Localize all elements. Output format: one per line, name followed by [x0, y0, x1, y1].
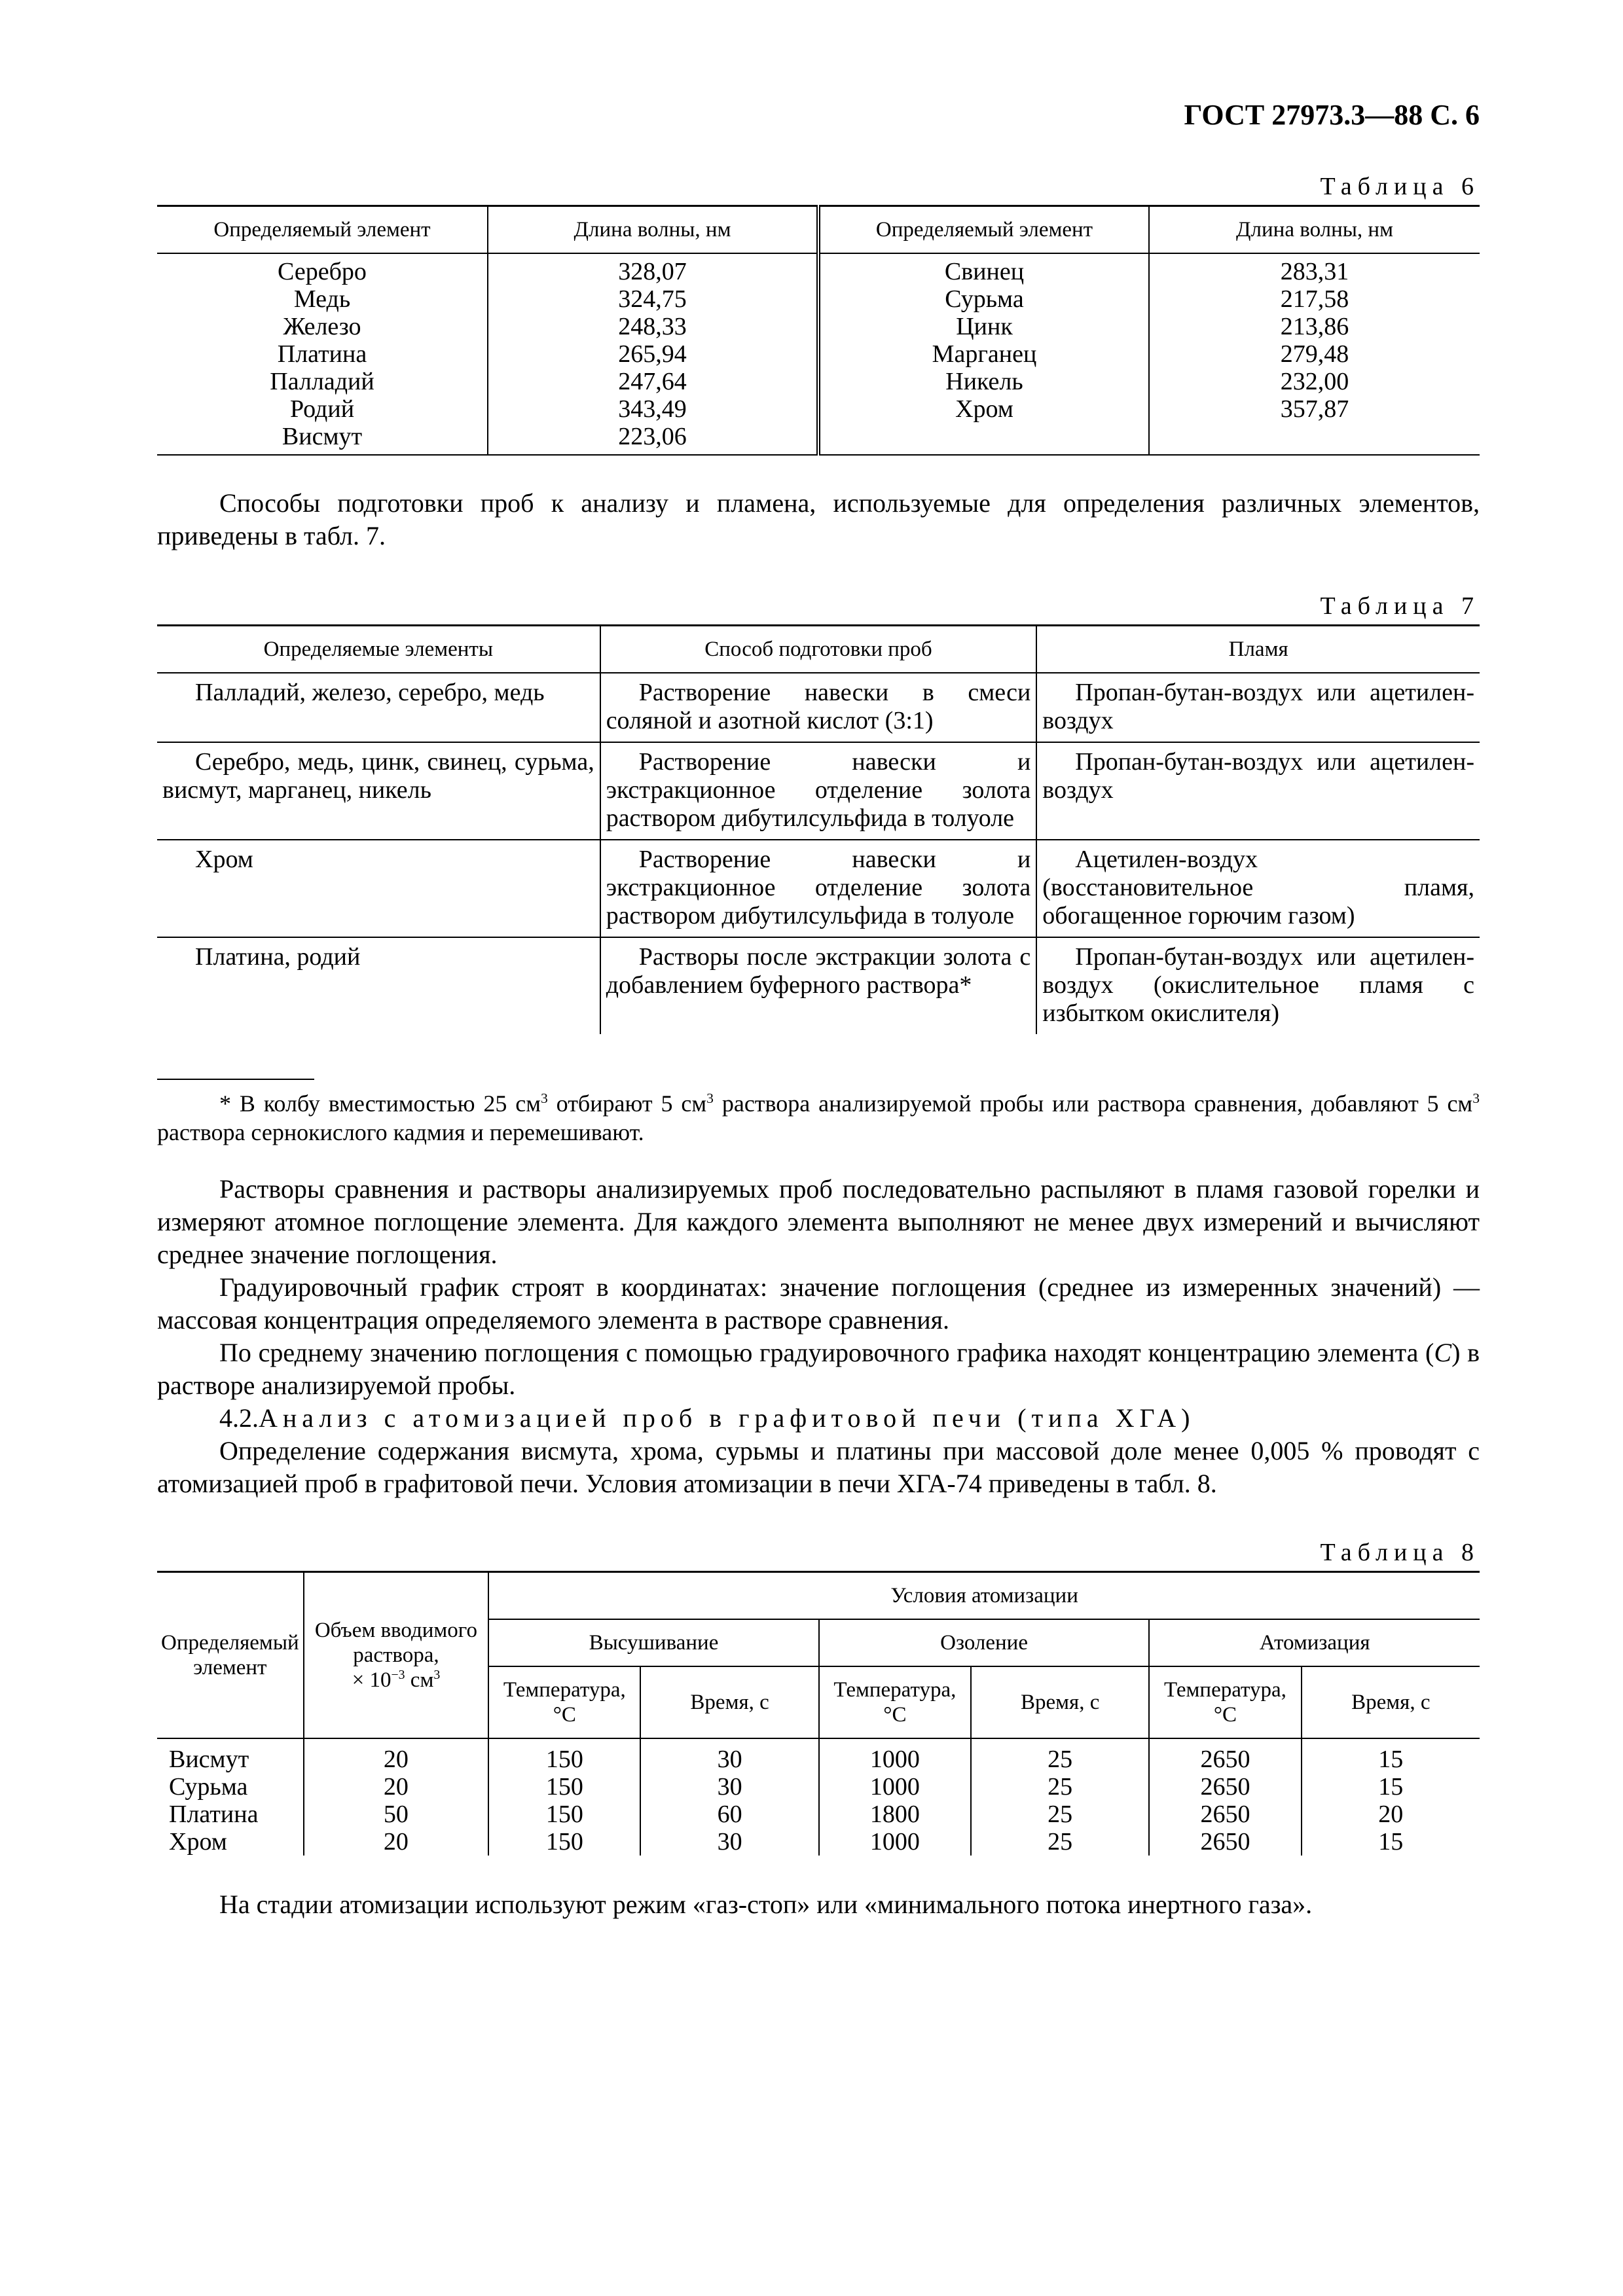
table-cell: Сурьма	[818, 285, 1149, 313]
table-cell: 328,07	[488, 253, 818, 285]
footnote-rule	[157, 1079, 314, 1080]
table-cell: Палладий	[270, 368, 374, 395]
table-cell: 279,48	[1149, 340, 1480, 368]
table8-header-temp: Температура, °С	[819, 1666, 971, 1738]
table7-header: Определяемые элементы	[157, 626, 600, 673]
table8-header-element: Определяемый элемент	[157, 1572, 304, 1739]
section-heading: 4.2.Анализ с атомизацией проб в графитовой печи (типа ХГА)	[219, 1403, 1195, 1433]
table-cell: 265,94	[488, 340, 818, 368]
table-cell: Медь	[293, 285, 351, 313]
table-row	[157, 1738, 1480, 1773]
table-cell: Серебро	[278, 258, 367, 285]
table-7	[157, 624, 1480, 1034]
table-cell: 1800	[819, 1801, 971, 1828]
table-row	[157, 368, 1480, 395]
table-cell: 60	[640, 1801, 818, 1828]
table-row	[157, 423, 1480, 455]
table-cell	[1149, 423, 1480, 455]
table-cell: 2650	[1149, 1828, 1301, 1856]
table-cell: 357,87	[1149, 395, 1480, 423]
table8-header-volume: Объем вводимого раствора, × $10^{-3}$ $см^3$	[304, 1572, 489, 1739]
table-cell	[818, 423, 1149, 455]
table-cell: 15	[1302, 1828, 1480, 1856]
table-row	[157, 1801, 1480, 1828]
table-cell: 2650	[1149, 1773, 1301, 1801]
table-cell: 25	[971, 1828, 1149, 1856]
table-row	[157, 285, 1480, 313]
table-cell: Никель	[818, 368, 1149, 395]
table-cell: 247,64	[488, 368, 818, 395]
table-cell: 1000	[819, 1773, 971, 1801]
table-cell: 50	[304, 1801, 489, 1828]
table6-header: Определяемый элемент	[818, 206, 1149, 254]
table8-header-drying: Высушивание	[488, 1619, 819, 1666]
table-cell: Висмут	[282, 423, 363, 450]
table8-header-time: Время, с	[971, 1666, 1149, 1738]
table-cell: Растворение навески и экстракционное отделение золота раствором дибутилсульфида в толуоле	[600, 742, 1037, 840]
table-cell: Сурьма	[169, 1773, 248, 1801]
table7-caption: Таблица 7	[1320, 592, 1480, 620]
table-cell: 217,58	[1149, 285, 1480, 313]
table8-caption: Таблица 8	[1320, 1539, 1480, 1566]
table-cell: Палладий, железо, серебро, медь	[195, 679, 545, 706]
table-cell: Хром	[157, 840, 600, 937]
table-cell: 1000	[819, 1828, 971, 1856]
table-row	[157, 1828, 1480, 1856]
footnote: * В колбу вместимостью 25 $см^3$ отбирают 5 $см^3$ раствора анализируемой пробы или раствора сравнения, добавляют 5 $см^3$ раствора сернокислого кадмия и перемешивают.	[157, 1090, 1480, 1145]
table-cell: 20	[304, 1773, 489, 1801]
table8-header-temp: Температура, °С	[488, 1666, 640, 1738]
table-cell: Растворение навески и экстракционное отделение золота раствором дибутилсульфида в толуоле	[600, 840, 1037, 937]
table8-header-time: Время, с	[1302, 1666, 1480, 1738]
table-cell: 283,31	[1149, 253, 1480, 285]
table8-header-time: Время, с	[640, 1666, 818, 1738]
table-cell: 15	[1302, 1738, 1480, 1773]
table-cell: Пропан-бутан-воздух или ацетилен-воздух (окислительное пламя с избытком окислителя)	[1036, 937, 1480, 1034]
table-cell: Растворение навески в смеси соляной и азотной кислот (3:1)	[600, 673, 1037, 742]
table-cell: Платина	[169, 1801, 259, 1828]
table-cell: 15	[1302, 1773, 1480, 1801]
table-cell: 25	[971, 1773, 1149, 1801]
table-row	[157, 340, 1480, 368]
document-page	[157, 98, 1480, 1921]
paragraph: Способы подготовки проб к анализу и пламена, используемые для определения различных элементов, приведены в табл. 7.	[157, 488, 1480, 550]
page-header: ГОСТ 27973.3—88 С. 6	[1184, 99, 1480, 131]
paragraph: Градуировочный график строят в координатах: значение поглощения (среднее из измеренных значений) — массовая концентрация определяемого элемента в растворе сравнения.	[157, 1272, 1480, 1335]
table-cell: 20	[1302, 1801, 1480, 1828]
table-row	[157, 253, 1480, 285]
table-row	[157, 395, 1480, 423]
table-cell: Пропан-бутан-воздух или ацетилен-воздух	[1036, 742, 1480, 840]
table-cell: 150	[488, 1801, 640, 1828]
table-cell: 30	[640, 1738, 818, 1773]
table-6	[157, 205, 1480, 456]
table-cell: 248,33	[488, 313, 818, 340]
table-row	[157, 313, 1480, 340]
table-cell: 223,06	[488, 423, 818, 455]
table6-header: Длина волны, нм	[488, 206, 818, 254]
table-cell: 20	[304, 1738, 489, 1773]
table-cell: Платина	[277, 340, 367, 368]
table-cell: Серебро, медь, цинк, свинец, сурьма, висмут, марганец, никель	[157, 742, 600, 840]
table-cell: Растворы после экстракции золота с добавлением буферного раствора*	[600, 937, 1037, 1034]
table-cell: 25	[971, 1801, 1149, 1828]
table-row	[157, 742, 1480, 840]
table-cell: 2650	[1149, 1801, 1301, 1828]
table8-header-conditions: Условия атомизации	[488, 1572, 1480, 1620]
table6-header: Определяемый элемент	[157, 206, 488, 254]
table-cell: Висмут	[169, 1746, 249, 1773]
table-cell: Марганец	[818, 340, 1149, 368]
table8-header-temp: Температура, °С	[1149, 1666, 1301, 1738]
table-cell: Хром	[169, 1828, 227, 1856]
table-cell: Ацетилен-воздух (восстановительное пламя, обогащенное горючим газом)	[1036, 840, 1480, 937]
table-8	[157, 1571, 1480, 1856]
paragraph: Определение содержания висмута, хрома, сурьмы и платины при массовой доле менее 0,005 % проводят с атомизацией проб в графитовой печи. Условия атомизации в печи ХГА-74 приведены в табл. 8.	[157, 1436, 1480, 1498]
table-cell: 30	[640, 1828, 818, 1856]
table8-header-atomization: Атомизация	[1149, 1619, 1480, 1666]
table-cell: 343,49	[488, 395, 818, 423]
table-row	[157, 673, 1480, 742]
table8-header-ashing: Озоление	[819, 1619, 1150, 1666]
table6-header: Длина волны, нм	[1149, 206, 1480, 254]
table-row	[157, 937, 1480, 1034]
table-cell: Хром	[818, 395, 1149, 423]
table-cell: 20	[304, 1828, 489, 1856]
table-cell: 324,75	[488, 285, 818, 313]
paragraph: На стадии атомизации используют режим «газ-стоп» или «минимального потока инертного газа».	[219, 1890, 1313, 1919]
table-cell: 25	[971, 1738, 1149, 1773]
table-cell: 2650	[1149, 1738, 1301, 1773]
table-cell: 150	[488, 1773, 640, 1801]
table-cell: Пропан-бутан-воздух или ацетилен-воздух	[1036, 673, 1480, 742]
table-cell: 150	[488, 1828, 640, 1856]
paragraph: Растворы сравнения и растворы анализируемых проб последовательно распыляют в пламя газовой горелки и измеряют атомное поглощение элемента. Для каждого элемента выполняют не менее двух измерений и вычисляют среднее значение поглощения.	[157, 1174, 1480, 1269]
table-cell: 1000	[819, 1738, 971, 1773]
table-cell: 150	[488, 1738, 640, 1773]
table-cell: Свинец	[818, 253, 1149, 285]
table7-header: Способ подготовки проб	[600, 626, 1037, 673]
table-cell: 213,86	[1149, 313, 1480, 340]
table-cell: Цинк	[818, 313, 1149, 340]
table7-header: Пламя	[1036, 626, 1480, 673]
table-row	[157, 1773, 1480, 1801]
paragraph: По среднему значению поглощения с помощью градуировочного графика находят концентрацию элемента (С) в растворе анализируемой пробы.	[157, 1338, 1480, 1400]
table-cell: Платина, родий	[157, 937, 600, 1034]
table6-caption: Таблица 6	[1320, 173, 1480, 200]
table-row	[157, 840, 1480, 937]
table-cell: 30	[640, 1773, 818, 1801]
table-cell: Железо	[283, 313, 361, 340]
table-cell: Родий	[289, 395, 355, 423]
table-cell: 232,00	[1149, 368, 1480, 395]
